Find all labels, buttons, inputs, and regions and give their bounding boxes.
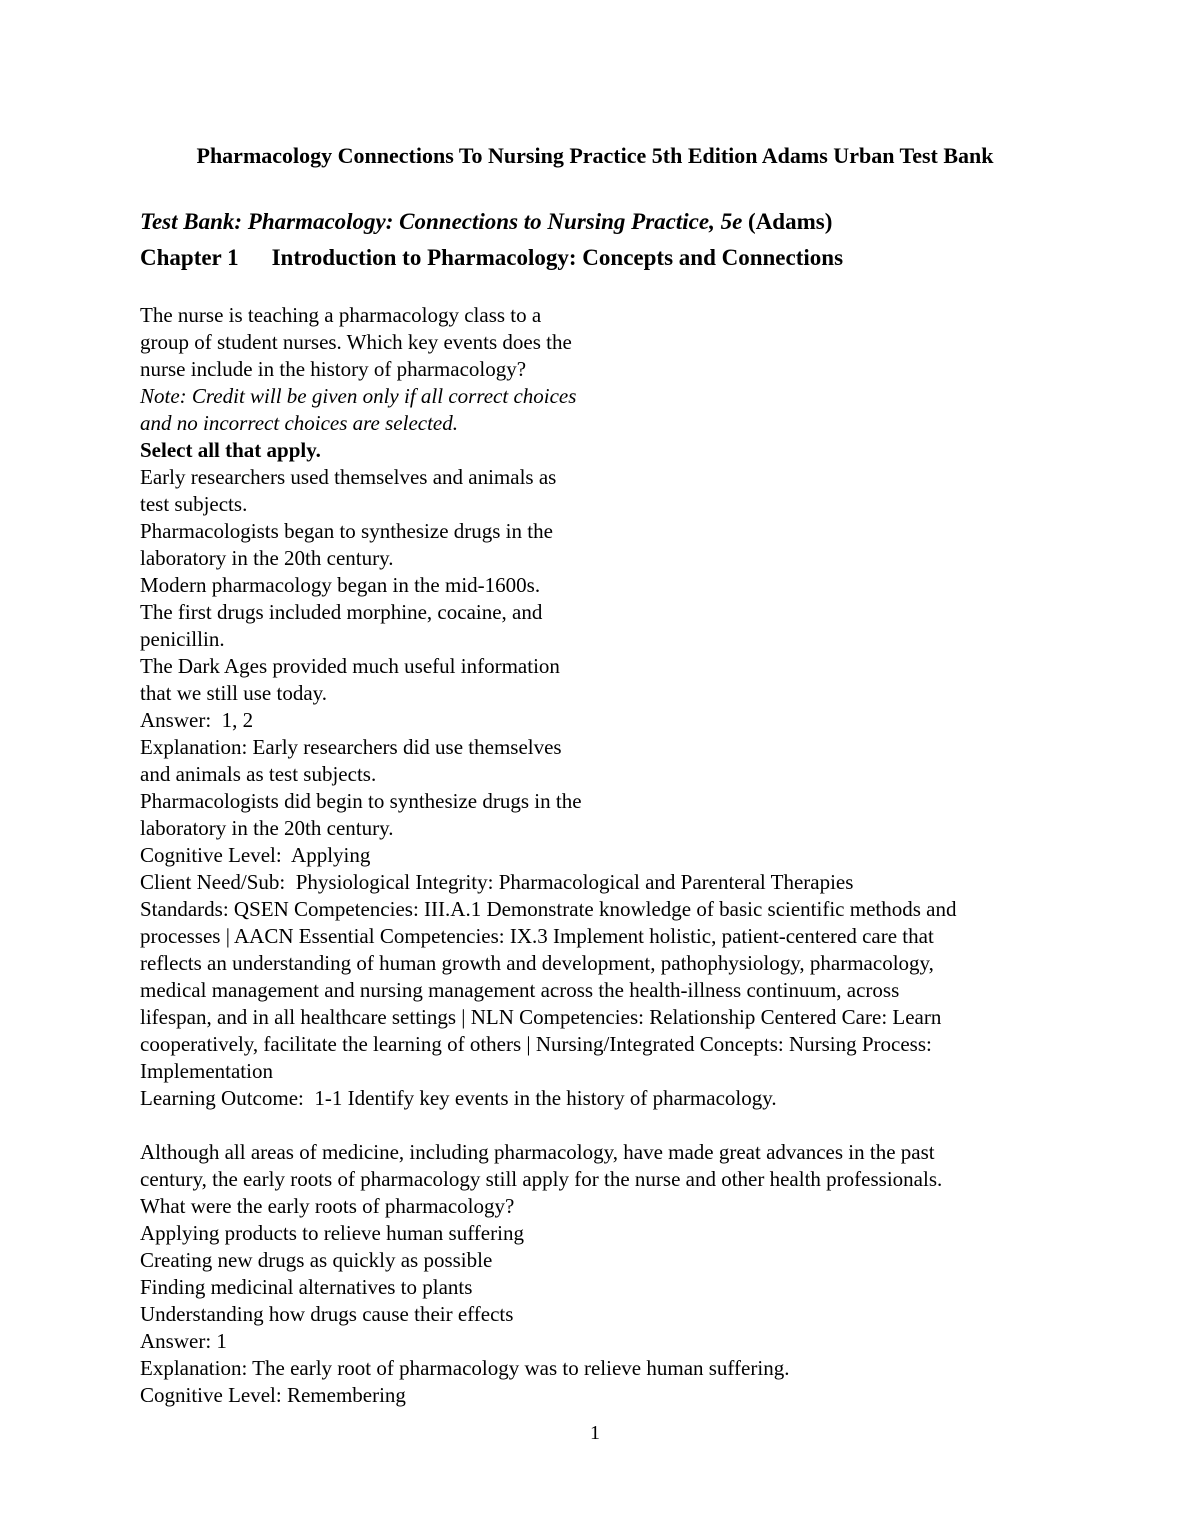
text-line: Creating new drugs as quickly as possible [140,1248,493,1272]
question-2-stem [140,1139,1130,1220]
question-2-block [140,1139,1130,1409]
text-line: The nurse is teaching a pharmacology class to a [140,303,542,327]
question-1-choices [140,464,1130,707]
text-line: laboratory in the 20th century. [140,816,394,840]
text-line: reflects an understanding of human growth and development, pathophysiology, pharmacology, [140,951,934,975]
text-line: Note: Credit will be given only if all correct choices [140,384,577,408]
question-1-stem [140,302,1130,383]
text-line: Modern pharmacology began in the mid-1600s. [140,573,541,597]
book-title-line [140,204,1130,240]
question-1-note [140,383,1130,437]
book-title-author: (Adams) [742,209,833,234]
text-line: medical management and nursing management across the health-illness continuum, across [140,978,900,1002]
text-line: Although all areas of medicine, including pharmacology, have made great advances in the past [140,1140,935,1164]
text-line: group of student nurses. Which key events does the [140,330,572,354]
text-line: that we still use today. [140,681,328,705]
text-line: Implementation [140,1059,273,1083]
chapter-heading [140,240,1130,276]
question-1-cognitive-level: Cognitive Level: Applying [140,843,371,867]
book-title-italic: Test Bank: Pharmacology: Connections to Nursing Practice, 5e [140,209,743,234]
text-line: Explanation: Early researchers did use themselves [140,735,562,759]
text-line: nurse include in the history of pharmacology? [140,357,527,381]
text-line: cooperatively, facilitate the learning of others | Nursing/Integrated Concepts: Nursing Process: [140,1032,932,1056]
document-header-title: Pharmacology Connections To Nursing Practice 5th Edition Adams Urban Test Bank [196,143,994,168]
text-line: Applying products to relieve human suffering [140,1221,524,1245]
text-line: Early researchers used themselves and animals as [140,465,557,489]
text-line: What were the early roots of pharmacology? [140,1194,515,1218]
text-line: century, the early roots of pharmacology still apply for the nurse and other health professionals. [140,1167,943,1191]
question-1-explanation [140,734,1130,842]
question-1-block [140,302,1130,1112]
question-2-answer: Answer: 1 [140,1329,227,1353]
select-all-instruction: Select all that apply. [140,438,321,462]
question-2-cognitive-level: Cognitive Level: Remembering [140,1383,406,1407]
text-line: Finding medicinal alternatives to plants [140,1275,473,1299]
question-1-client-need: Client Need/Sub: Physiological Integrity: Pharmacological and Parenteral Therapies [140,870,854,894]
title-block [140,204,1130,276]
text-line: The first drugs included morphine, cocaine, and [140,600,543,624]
text-line: Standards: QSEN Competencies: III.A.1 Demonstrate knowledge of basic scientific methods and [140,897,957,921]
text-line: Understanding how drugs cause their effects [140,1302,514,1326]
question-1-answer: Answer: 1, 2 [140,708,254,732]
chapter-title: Introduction to Pharmacology: Concepts and Connections [271,245,844,270]
text-line: Pharmacologists began to synthesize drugs in the [140,519,553,543]
page-number: 1 [590,1422,600,1444]
text-line: and animals as test subjects. [140,762,377,786]
text-line: Pharmacologists did begin to synthesize drugs in the [140,789,582,813]
text-line: lifespan, and in all healthcare settings | NLN Competencies: Relationship Centered Care: Learn [140,1005,942,1029]
text-line: test subjects. [140,492,248,516]
question-2-explanation: Explanation: The early root of pharmacology was to relieve human suffering. [140,1356,790,1380]
chapter-label: Chapter 1 [140,245,239,270]
text-line: and no incorrect choices are selected. [140,411,459,435]
question-1-standards [140,896,1130,1085]
text-line: laboratory in the 20th century. [140,546,394,570]
document-content [140,142,1130,1409]
text-line: processes | AACN Essential Competencies: IX.3 Implement holistic, patient-centered care that [140,924,934,948]
text-line: The Dark Ages provided much useful information [140,654,560,678]
text-line: penicillin. [140,627,225,651]
question-1-learning-outcome: Learning Outcome: 1-1 Identify key events in the history of pharmacology. [140,1086,777,1110]
question-2-choices [140,1220,1130,1328]
